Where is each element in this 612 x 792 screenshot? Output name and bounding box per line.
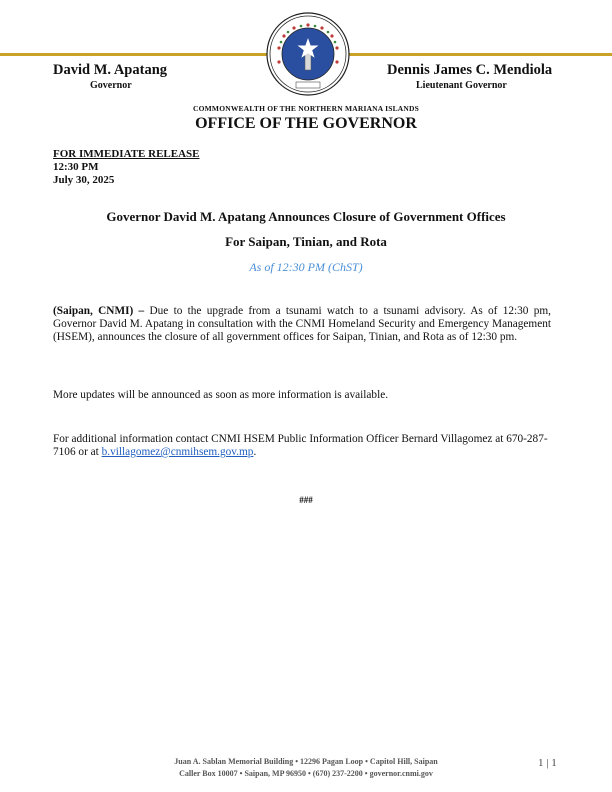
cnmi-seal-icon	[266, 12, 350, 96]
paragraph-1-text: Due to the upgrade from a tsunami watch to a tsunami advisory. As of 12:30 pm, Governor David M. Apatang in consultation with the CNMI Homeland Security and Emergency Management (HSEM), announces the closure of all government offices for Saipan, Tinian, and Rota as of 12:30 pm.	[53, 305, 551, 343]
headline-line-1: Governor David M. Apatang Announces Closure of Government Offices	[106, 209, 506, 224]
as-of-subtitle: As of 12:30 PM (ChST)	[249, 260, 363, 274]
dateline: (Saipan, CNMI) –	[53, 305, 145, 317]
governor-name: David M. Apatang	[53, 62, 168, 78]
release-label: FOR IMMEDIATE RELEASE	[53, 148, 200, 160]
release-time: 12:30 PM	[53, 161, 99, 173]
contact-email-link[interactable]: b.villagomez@cnmihsem.gov.mp	[101, 446, 254, 458]
body-paragraph-3	[53, 433, 551, 459]
footer-line-1: Juan A. Sablan Memorial Building • 12296 Pagan Loop • Capitol Hill, Saipan	[174, 757, 438, 766]
governor-title: Governor	[90, 80, 132, 91]
headline-line-2: For Saipan, Tinian, and Rota	[225, 234, 387, 249]
body-paragraph-1	[53, 305, 551, 344]
lt-governor-title: Lieutenant Governor	[416, 80, 507, 91]
footer-line-2: Caller Box 10007 • Saipan, MP 96950 • (670) 237-2200 • governor.cnmi.gov	[179, 769, 433, 778]
release-block	[53, 148, 199, 187]
lt-governor-name: Dennis James C. Mendiola	[387, 62, 553, 78]
footer-address	[0, 756, 612, 780]
release-date: July 30, 2025	[53, 174, 115, 186]
paragraph-3-end: .	[253, 446, 257, 458]
body-paragraph-2: More updates will be announced as soon as more information is available.	[53, 389, 389, 401]
commonwealth-heading: COMMONWEALTH OF THE NORTHERN MARIANA ISLANDS	[193, 104, 419, 113]
end-mark: ###	[299, 495, 313, 505]
paragraph-3-text: For additional information contact CNMI HSEM Public Information Officer Bernard Villagomez at 670-287-7106 or at	[53, 433, 548, 458]
office-title: OFFICE OF THE GOVERNOR	[195, 115, 417, 132]
page-number: 1 | 1	[538, 757, 557, 769]
